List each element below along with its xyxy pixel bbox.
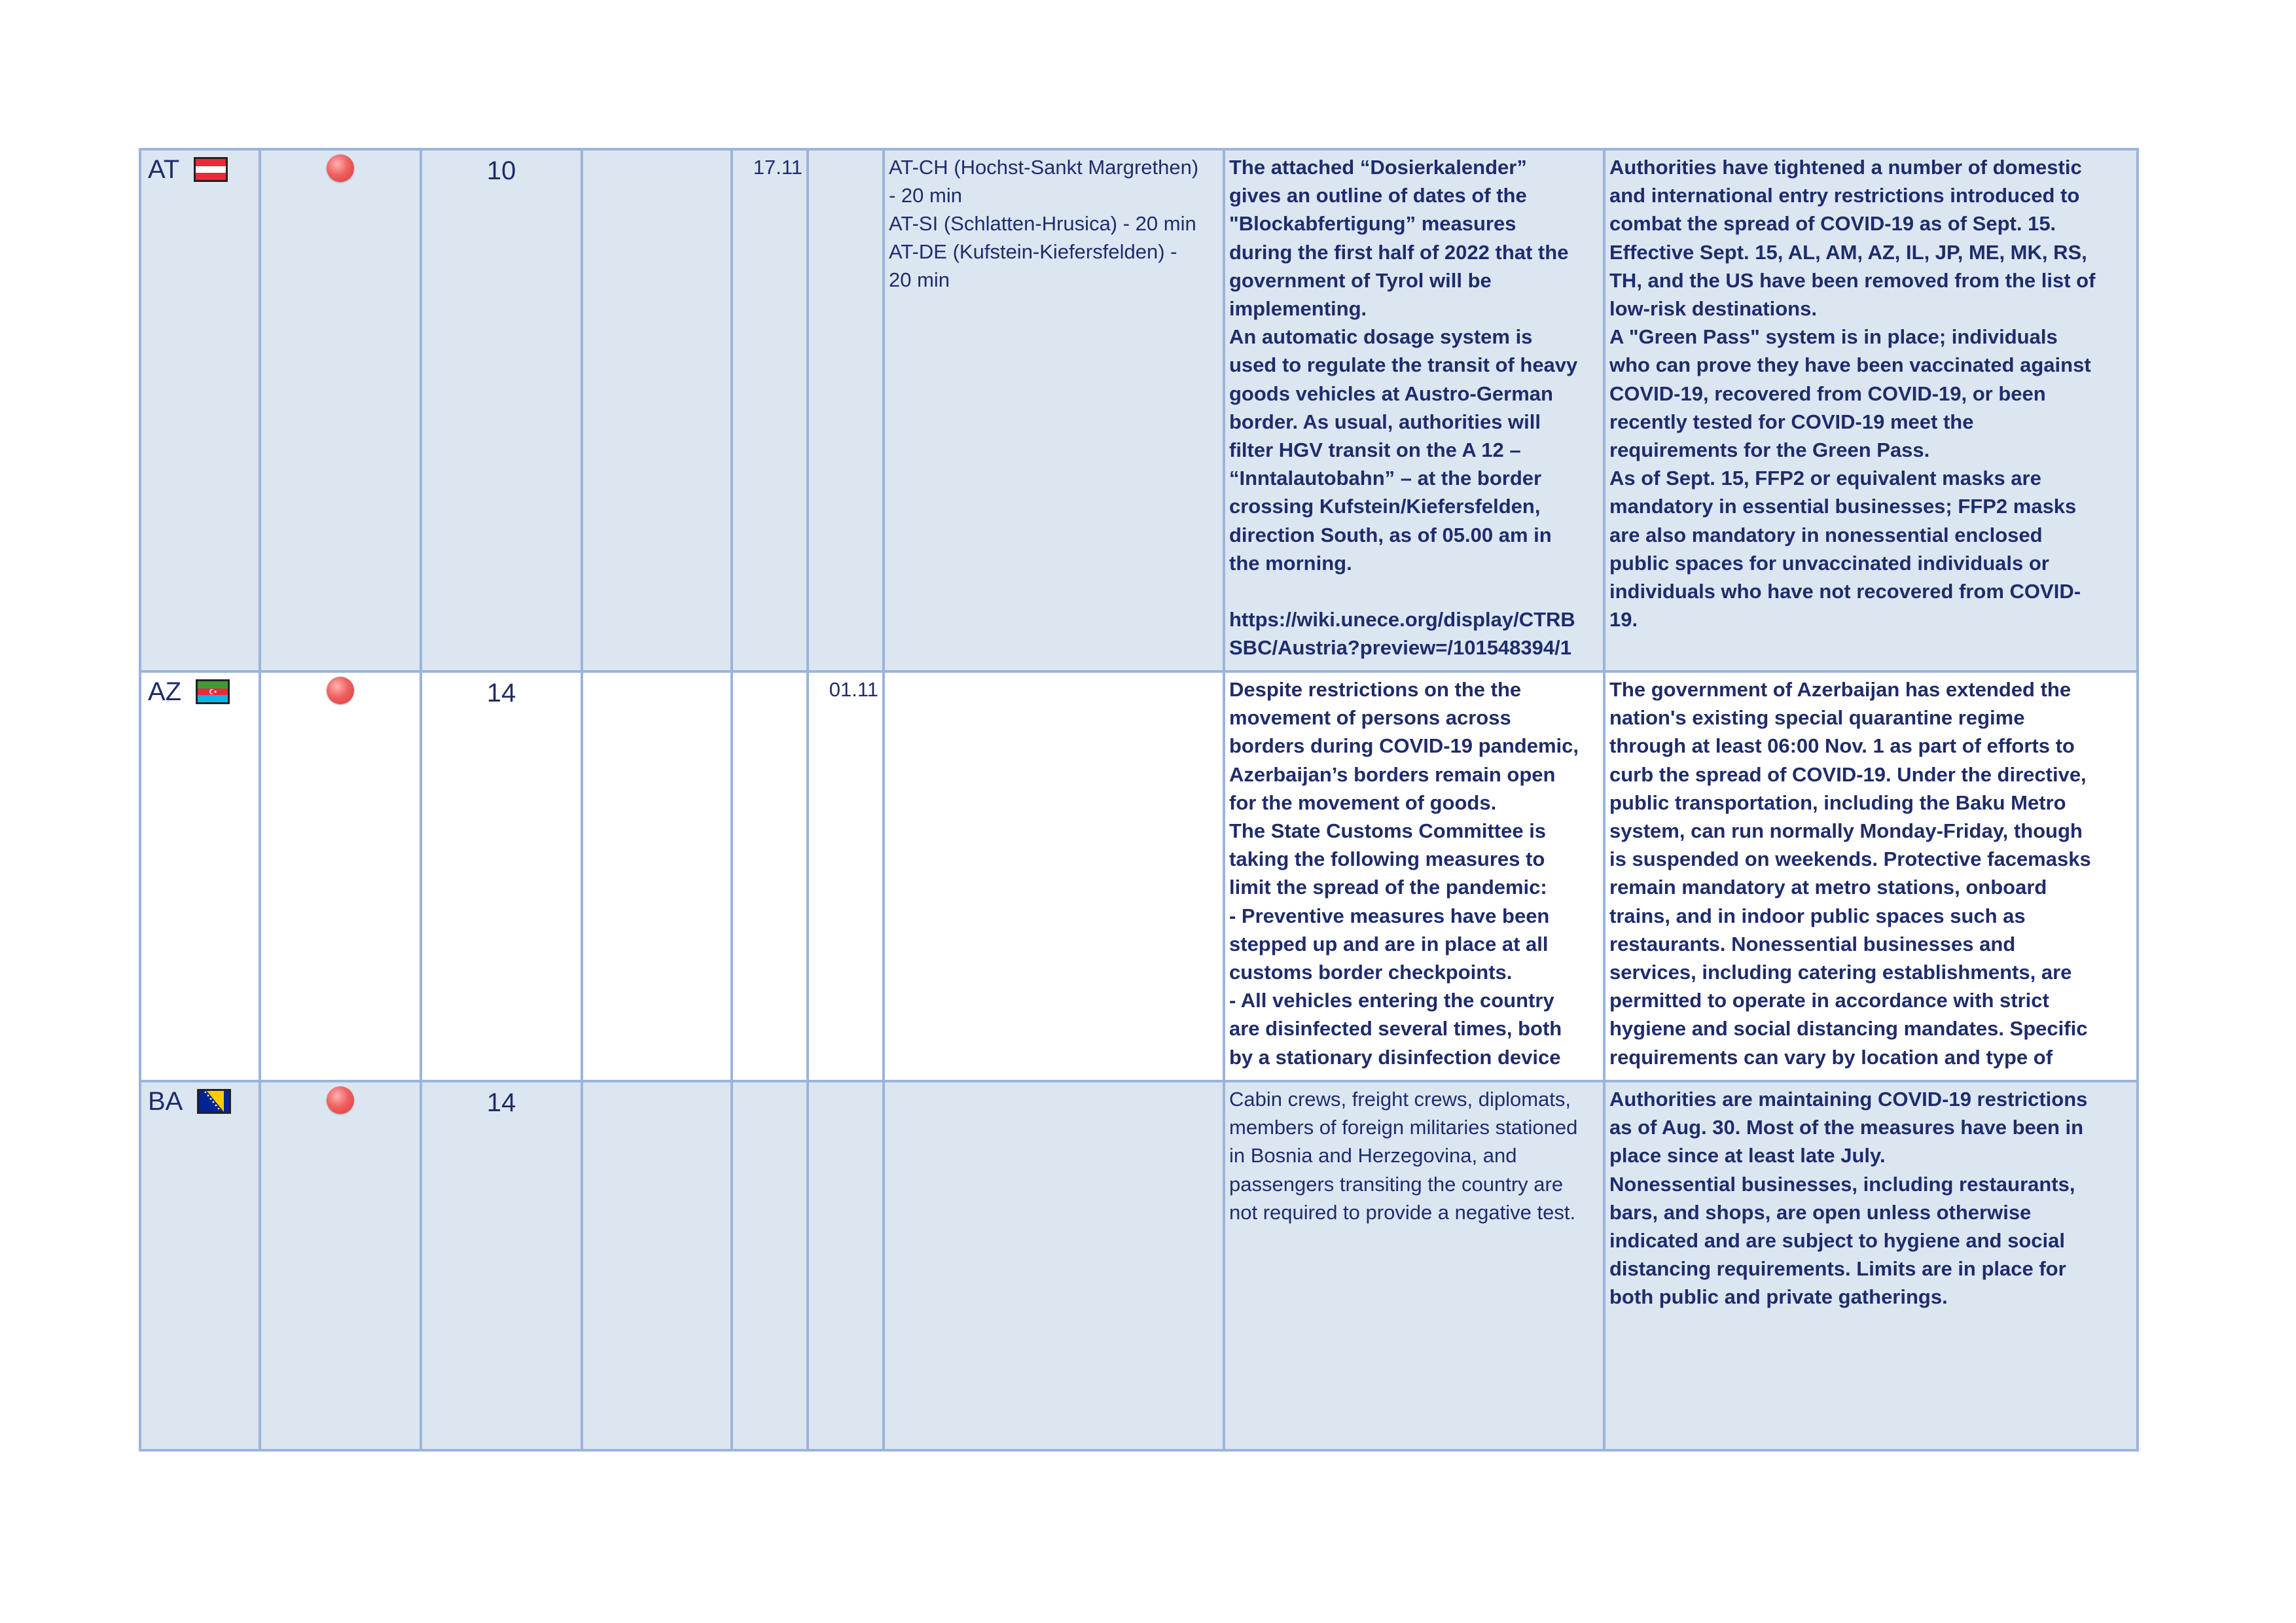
country-code: AZ <box>148 677 182 706</box>
restrictions-text: The government of Azerbaijan has extended the nation's existing special quarantine regime through at least 06:00 Nov. 1 as part of efforts to curb the spread of COVID-19. Under the directive, public transportation, including the Baku Metro system, can run normally Monday-Friday, though is suspended on weekends. Protective facemasks remain mandatory at metro stations, onboard trains, and in indoor public spaces such as restaurants. Nonessential businesses and services, including catering establishments, are permitted to operate in accordance with strict hygiene and social distancing mandates. Specific requirements can vary by location and type of <box>1609 678 2091 1069</box>
crossings-text: AT-CH (Hochst-Sankt Margrethen) - 20 min AT-SI (Schlatten-Hrusica) - 20 min AT-DE (Kufstein-Kiefersfelden) - 20 min <box>889 156 1199 291</box>
country-code: BA <box>148 1087 183 1116</box>
date-cell <box>732 671 808 1081</box>
measures-cell <box>1224 149 1604 671</box>
crossings-cell <box>884 1081 1224 1450</box>
status-dot-icon <box>327 154 354 182</box>
number-value: 10 <box>486 156 516 185</box>
number-value: 14 <box>486 679 516 707</box>
azerbaijan-flag-icon <box>196 679 230 704</box>
restrictions-cell <box>1604 671 2138 1081</box>
country-code: AT <box>148 155 180 184</box>
measures-text: Cabin crews, freight crews, diplomats, members of foreign militaries stationed in Bosnia and Herzegovina, and passengers transiting the country are not required to provide a negative test. <box>1229 1088 1578 1224</box>
country-cell <box>140 1081 260 1450</box>
date-value: 17.11 <box>753 156 802 179</box>
austria-flag-icon <box>194 157 228 182</box>
empty-cell <box>582 149 732 671</box>
date-value: 01.11 <box>829 678 878 701</box>
crossings-cell <box>884 149 1224 671</box>
measures-cell <box>1224 1081 1604 1450</box>
status-dot-icon <box>327 1086 354 1114</box>
crossings-text <box>885 1082 1223 1085</box>
empty-cell <box>582 1081 732 1450</box>
date-cell <box>732 1081 808 1450</box>
restrictions-text: Authorities have tightened a number of domestic and international entry restrictions introduced to combat the spread of COVID-19 as of Sept. 15. Effective Sept. 15, AL, AM, AZ, IL, JP, ME, MK, RS, TH, and the US have been removed from the list of low-risk destinations. A "Green Pass" system is in place; individuals who can prove they have been vaccinated against COVID-19, recovered from COVID-19, or been recently tested for COVID-19 meet the requirements for the Green Pass. As of Sept. 15, FFP2 or equivalent masks are mandatory in essential businesses; FFP2 masks are also mandatory in nonessential enclosed public spaces for unvaccinated individuals or individuals who have not recovered from COVID- 19. <box>1609 156 2096 632</box>
country-measures-table <box>139 148 2139 1452</box>
status-cell <box>260 671 421 1081</box>
bosnia-flag-icon <box>197 1089 231 1114</box>
number-cell <box>421 671 582 1081</box>
date-cell <box>808 671 884 1081</box>
crossings-cell <box>884 671 1224 1081</box>
table-row <box>140 1081 2138 1450</box>
status-cell <box>260 149 421 671</box>
date-value <box>733 1082 806 1086</box>
status-dot-icon <box>327 677 354 704</box>
table-row <box>140 671 2138 1081</box>
restrictions-text: Authorities are maintaining COVID-19 restrictions as of Aug. 30. Most of the measures have been in place since at least late July. Nonessential businesses, including restaurants, bars, and shops, are open unless otherwise indicated and are subject to hygiene and social distancing requirements. Limits are in place for both public and private gatherings. <box>1609 1088 2088 1309</box>
empty-cell <box>582 671 732 1081</box>
country-cell <box>140 671 260 1081</box>
date-value <box>733 673 806 677</box>
number-value: 14 <box>486 1088 516 1117</box>
status-cell <box>260 1081 421 1450</box>
measures-cell <box>1224 671 1604 1081</box>
country-cell <box>140 149 260 671</box>
date-cell <box>808 1081 884 1450</box>
restrictions-cell <box>1604 149 2138 671</box>
date-cell <box>732 149 808 671</box>
number-cell <box>421 149 582 671</box>
crossings-text <box>885 673 1223 675</box>
restrictions-cell <box>1604 1081 2138 1450</box>
measures-text: The attached “Dosierkalender” gives an outline of dates of the "Blockabfertigung” measures during the first half of 2022 that the government of Tyrol will be implementing. An automatic dosage system is used to regulate the transit of heavy goods vehicles at Austro-German border. As usual, authorities will filter HGV transit on the A 12 – “Inntalautobahn” – at the border crossing Kufstein/Kiefersfelden, direction South, as of 05.00 am in the morning. https://wiki.unece.org/display/CTRB SBC/Austria?preview=/101548394/1 <box>1229 156 1578 660</box>
measures-text: Despite restrictions on the the movement of persons across borders during COVID-19 pandemic, Azerbaijan’s borders remain open for the movement of goods. The State Customs Committee is taking the following measures to limit the spread of the pandemic: - Preventive measures have been stepped up and are in place at all customs border checkpoints. - All vehicles entering the country are disinfected several times, both by a stationary disinfection device <box>1229 678 1579 1069</box>
date-cell <box>808 149 884 671</box>
date-value <box>809 151 882 154</box>
date-value <box>809 1082 882 1086</box>
table-row <box>140 149 2138 671</box>
number-cell <box>421 1081 582 1450</box>
